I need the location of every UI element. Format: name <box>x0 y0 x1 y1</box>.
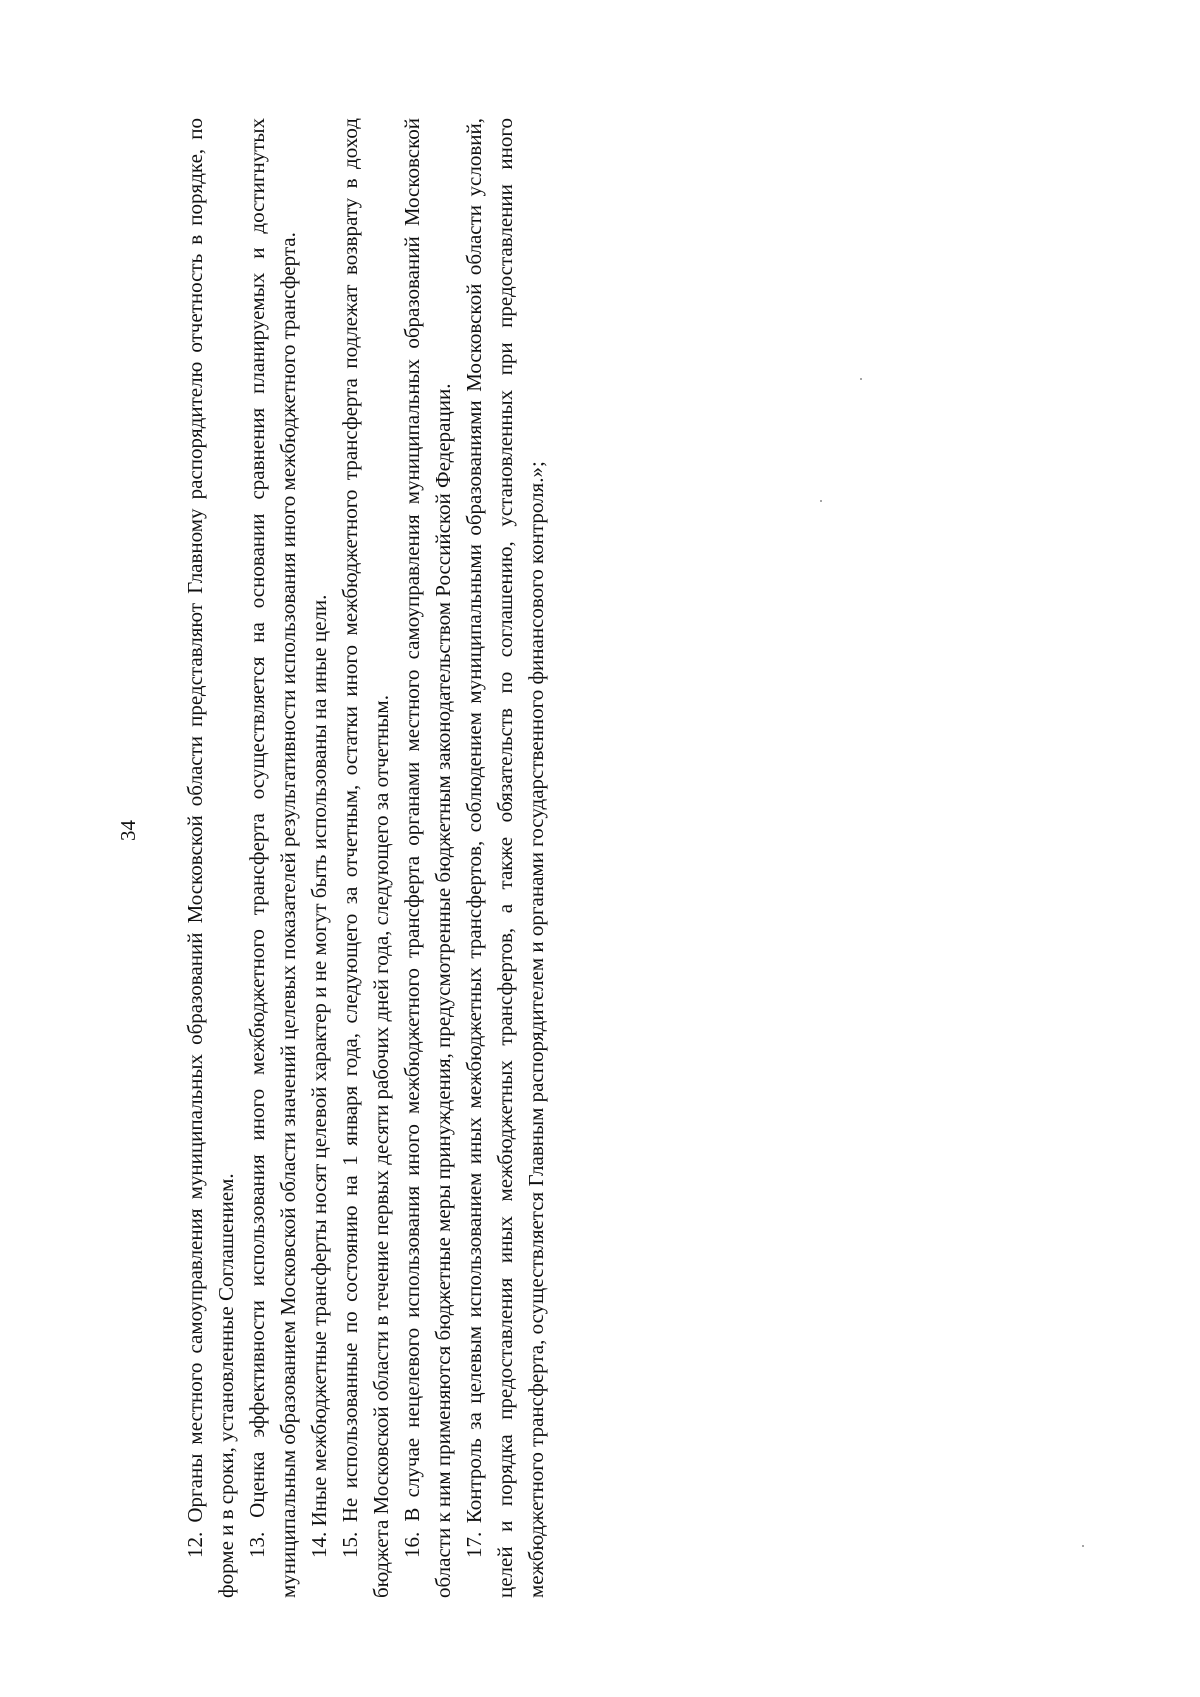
paragraph-text: 12. Органы местного самоуправления муниципальных образований Московской области представляют Главному распорядителю отчетность в порядке, по форме и в сроки, установленные Соглашением. <box>183 118 238 1598</box>
scan-speck <box>860 378 862 380</box>
paragraph-text: 13. Оценка эффективности использования иного межбюджетного трансферта осуществляется на основании сравнения планируемых и достигнутых муниципальным образованием Московской области значений целевых показателей результативности использования иного межбюджетного трансферта. <box>245 118 300 1598</box>
page-number: 34 <box>116 820 140 841</box>
paragraph-text: 15. Не использованные по состоянию на 1 января года, следующего за отчетным, остатки иного межбюджетного трансферта подлежат возврату в доход бюджета Московской области в течение первых десяти рабочих дней года, следующего за отчетным. <box>338 118 393 1598</box>
paragraph-15 <box>335 118 397 1598</box>
scan-speck <box>1082 1545 1084 1547</box>
scan-speck <box>820 500 822 502</box>
document-body <box>180 118 700 1598</box>
paragraph-17 <box>459 118 552 1598</box>
paragraph-13 <box>242 118 304 1598</box>
paragraph-12 <box>180 118 242 1598</box>
paragraph-text: 17. Контроль за целевым использованием иных межбюджетных трансфертов, соблюдением муниципальными образованиями Московской области условий, целей и порядка предоставления иных межбюджетных трансфертов, а также обязательств по соглашению, установленных при предоставлении иного межбюджетного трансферта, осуществляется Главным распорядителем и органами государственного финансового контроля.»; <box>462 118 548 1598</box>
paragraph-14 <box>304 118 335 1598</box>
paragraph-16 <box>397 118 459 1598</box>
paragraph-text: 16. В случае нецелевого использования иного межбюджетного трансферта органами местного самоуправления муниципальных образований Московской области к ним применяются бюджетные меры принуждения, предусмотренные бюджетным законодательством Российской Федерации. <box>400 118 455 1598</box>
paragraph-text: 14. Иные межбюджетные трансферты носят целевой характер и не могут быть использованы на иные цели. <box>307 594 331 1558</box>
